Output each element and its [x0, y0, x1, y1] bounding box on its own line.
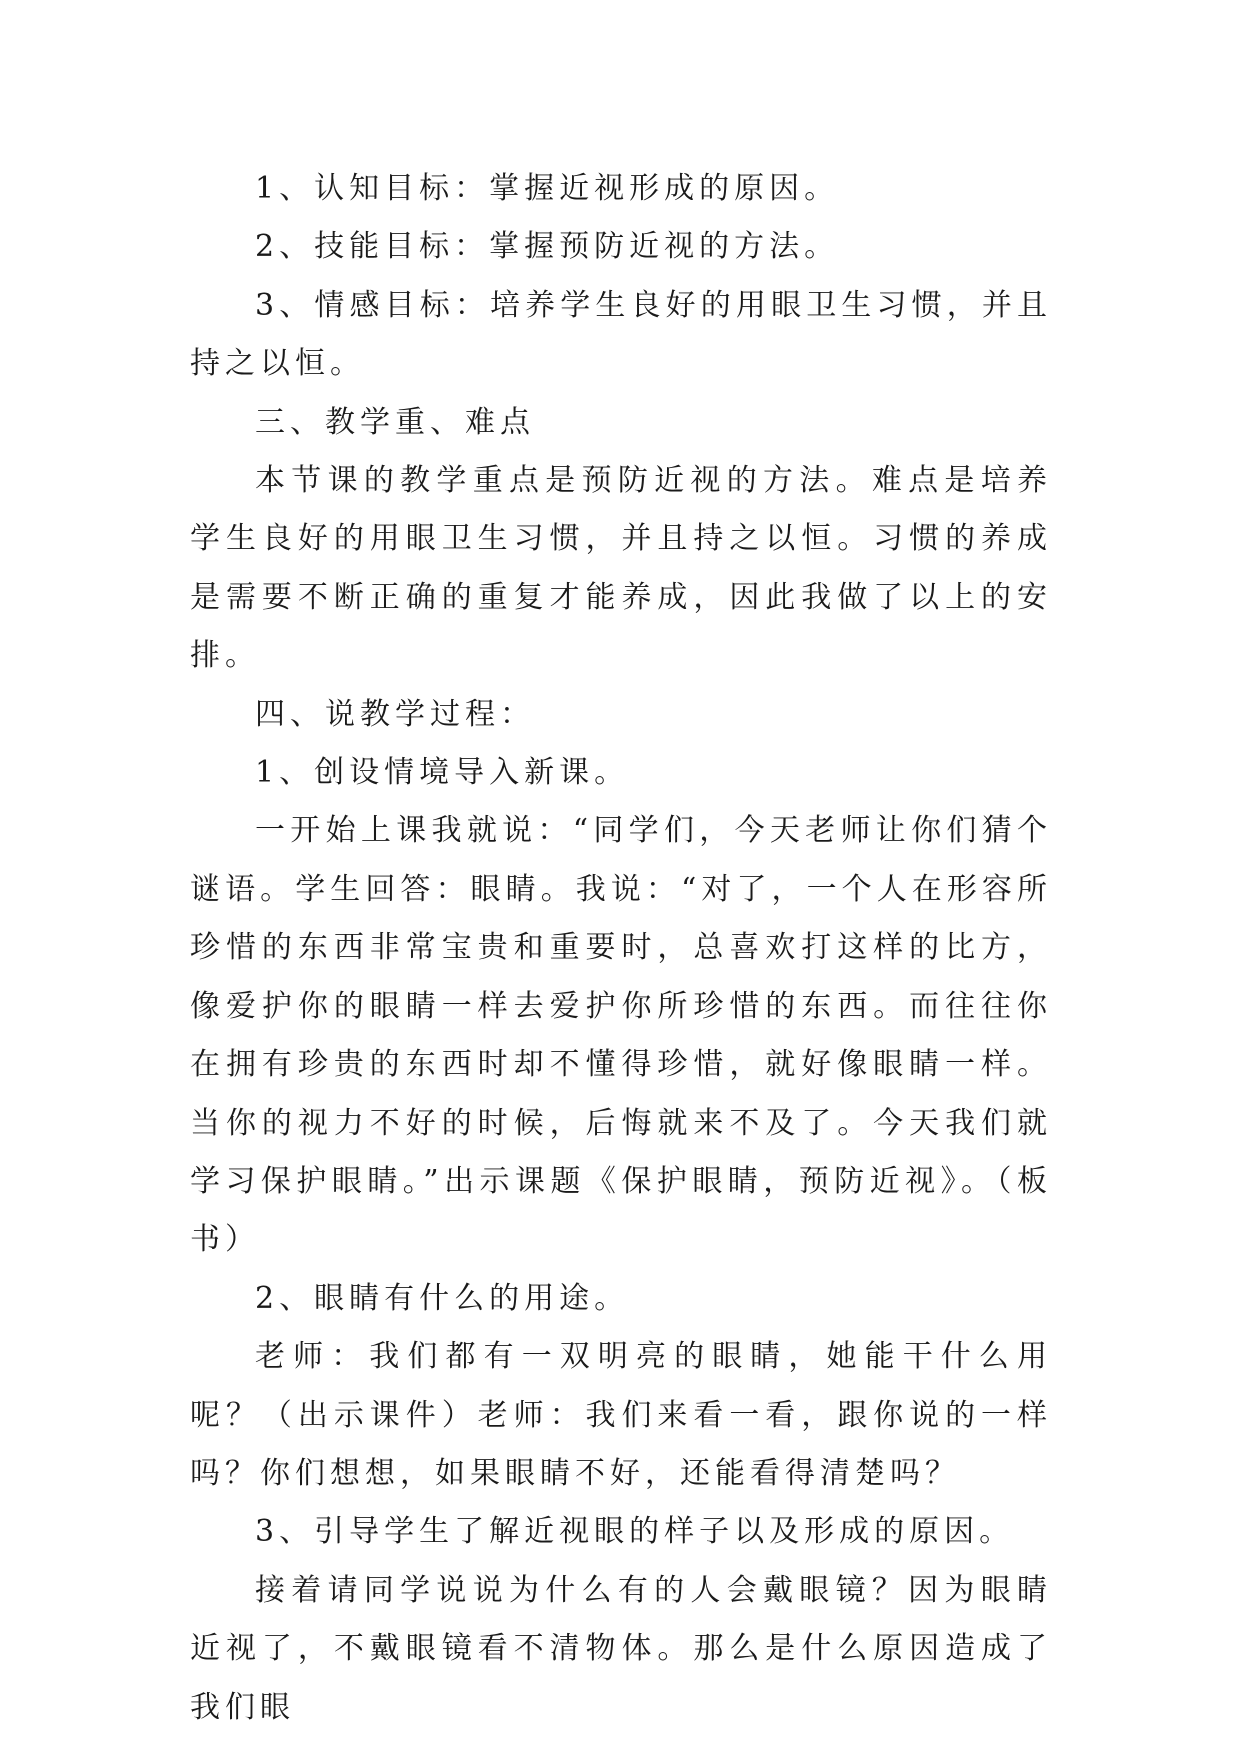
step-heading-introduction: 1、创设情境导入新课。	[255, 755, 630, 791]
paragraph-myopia-causes: 接着请同学说说为什么有的人会戴眼镜？因为眼睛近视了，不戴眼镜看不清物体。那么是什么原因造成了我们眼	[190, 1572, 1052, 1725]
section-heading-key-points: 三、教学重、难点	[255, 404, 535, 440]
step-heading-eye-uses: 2、眼睛有什么的用途。	[255, 1280, 630, 1316]
step-heading-myopia-causes: 3、引导学生了解近视眼的样子以及形成的原因。	[255, 1514, 1015, 1550]
paragraph-eye-uses: 老师：我们都有一双明亮的眼睛，她能干什么用呢？（出示课件）老师：我们来看一看，跟你说的一样吗？你们想想，如果眼睛不好，还能看得清楚吗？	[190, 1339, 1052, 1491]
paragraph-cognitive-goal: 1、认知目标：掌握近视形成的原因。	[255, 171, 840, 206]
paragraph-introduction: 一开始上课我就说：“同学们，今天老师让你们猜个谜语。学生回答：眼睛。我说：“对了，一个人在形容所珍惜的东西非常宝贵和重要时，总喜欢打这样的比方，像爱护你的眼睛一样去爱护你所珍惜的东西。而往往你在拥有珍贵的东西时却不懂得珍惜，就好像眼睛一样。当你的视力不好的时候，后悔就来不及了。今天我们就学习保护眼睛。”出示课题《保护眼睛，预防近视》。（板书）	[190, 813, 1052, 1258]
paragraph-skill-goal: 2、技能目标：掌握预防近视的方法。	[255, 229, 840, 265]
section-heading-teaching-process: 四、说教学过程：	[255, 696, 535, 732]
paragraph-emotional-goal: 3、情感目标：培养学生良好的用眼卫生习惯，并且持之以恒。	[190, 287, 1052, 382]
paragraph-key-points: 本节课的教学重点是预防近视的方法。难点是培养学生良好的用眼卫生习惯，并且持之以恒。习惯的养成是需要不断正确的重复才能养成，因此我做了以上的安排。	[190, 463, 1052, 674]
document-body	[190, 160, 1052, 1737]
